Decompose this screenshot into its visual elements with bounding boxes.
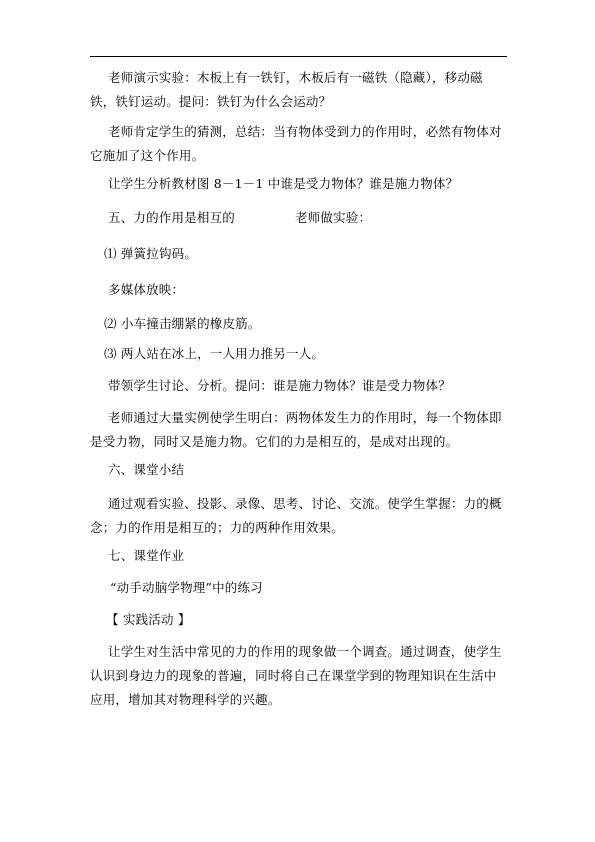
list-item-2: ⑵ 小车撞击绷紧的橡皮筋。 xyxy=(104,316,261,331)
paragraph-practice-activity: 让学生对生活中常见的力的作用的现象做一个调查。通过调查，使学生认识到身边力的现象的普遍，同时将自己在课堂学到的物理知识在生活中应用，增加其对物理科学的兴趣。 xyxy=(90,644,502,707)
section-heading-six: 六、课堂小结 xyxy=(108,462,185,477)
practice-activity-heading: 【 实践活动 】 xyxy=(106,612,191,627)
teacher-experiment-label: 老师做实验： xyxy=(295,210,372,225)
paragraph-conclusion: 老师通过大量实例使学生明白：两物体发生力的作用时，每一个物体即是受力物，同时又是施力物。它们的力是相互的，是成对出现的。 xyxy=(90,410,502,449)
paragraph-discussion: 带领学生讨论、分析。提问：谁是施力物体？谁是受力物体？ xyxy=(108,378,451,393)
list-item-3: ⑶ 两人站在冰上，一人用力推另一人。 xyxy=(104,346,325,361)
homework-text: “动手动脑学物理”中的练习 xyxy=(110,580,263,595)
paragraph-summary: 通过观看实验、投影、录像、思考、讨论、交流。使学生掌握：力的概念；力的作用是相互的；力的两种作用效果。 xyxy=(90,496,502,535)
list-item-1: ⑴ 弹簧拉钩码。 xyxy=(104,246,198,261)
section-heading-five: 五、力的作用是相互的 xyxy=(108,210,236,225)
multimedia-label: 多媒体放映： xyxy=(108,282,185,297)
header-rule xyxy=(90,56,507,57)
paragraph-analyze-figure: 让学生分析教材图 8－1－1 中谁是受力物体？谁是施力物体？ xyxy=(108,176,459,191)
paragraph-demo-experiment: 老师演示实验：木板上有一铁钉，木板后有一磁铁（隐藏），移动磁铁，铁钉运动。提问：铁钉为什么会运动？ xyxy=(90,70,483,109)
paragraph-teacher-summary: 老师肯定学生的猜测，总结：当有物体受到力的作用时，必然有物体对它施加了这个作用。 xyxy=(90,124,502,163)
section-heading-seven: 七、课堂作业 xyxy=(108,548,185,563)
